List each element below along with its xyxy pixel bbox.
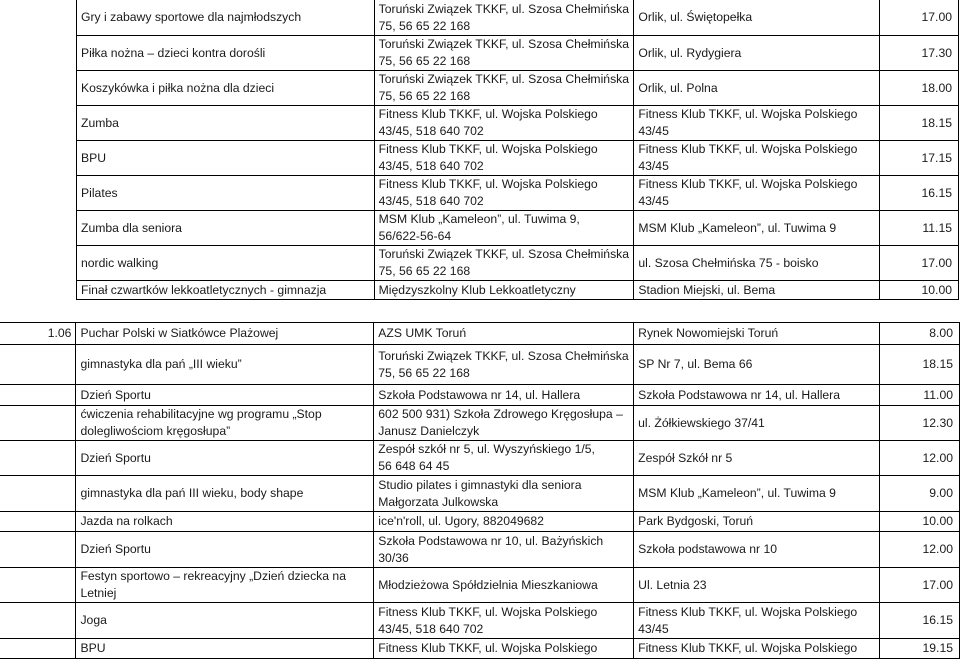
table-row — [0, 568, 960, 603]
date-cell-empty — [0, 639, 76, 659]
time-cell: 8.00 — [880, 323, 960, 345]
organizer-cell: Młodzieżowa Spółdzielnia Mieszkaniowa — [374, 568, 634, 603]
activity-cell: Gry i zabawy sportowe dla najmłodszych — [77, 0, 375, 36]
date-cell-empty — [0, 532, 76, 568]
place-cell: Stadion Miejski, ul. Bema — [634, 281, 880, 300]
place-cell: Szkoła Podstawowa nr 14, ul. Hallera — [634, 385, 880, 406]
activity-cell: Puchar Polski w Siatkówce Plażowej — [76, 323, 374, 345]
organizer-cell: Toruński Związek TKKF, ul. Szosa Chełmińska 75, 56 65 22 168 — [374, 71, 634, 106]
table-row — [77, 36, 959, 71]
time-cell: 17.30 — [880, 36, 959, 71]
time-cell: 11.00 — [880, 385, 960, 406]
date-cell-empty — [0, 441, 76, 476]
place-cell: Fitness Klub TKKF, ul. Wojska Polskiego 43/45 — [634, 603, 880, 639]
place-cell: Fitness Klub TKKF, ul. Wojska Polskiego 43/45 — [634, 176, 880, 211]
time-cell: 10.00 — [880, 512, 960, 532]
time-cell: 19.15 — [880, 639, 960, 659]
organizer-cell: Szkoła Podstawowa nr 10, ul. Bażyńskich 30/36 — [374, 532, 634, 568]
table-row — [77, 281, 959, 300]
activity-cell: Festyn sportowo – rekreacyjny „Dzień dziecka na Letniej — [76, 568, 374, 603]
place-cell: Zespół Szkół nr 5 — [634, 441, 880, 476]
place-cell: Ul. Letnia 23 — [634, 568, 880, 603]
organizer-cell: ice'n'roll, ul. Ugory, 882049682 — [374, 512, 634, 532]
time-cell: 18.15 — [880, 345, 960, 385]
organizer-cell: Toruński Związek TKKF, ul. Szosa Chełmińska 75, 56 65 22 168 — [374, 0, 634, 36]
place-cell: Fitness Klub TKKF, ul. Wojska Polskiego — [634, 639, 880, 659]
table-row — [0, 603, 960, 639]
table-row — [77, 141, 959, 176]
date-cell: 1.06 — [0, 323, 76, 345]
activity-cell: Finał czwartków lekkoatletycznych - gimnazja — [77, 281, 375, 300]
table-row — [0, 323, 960, 345]
table-row — [77, 246, 959, 281]
activity-cell: gimnastyka dla pań III wieku, body shape — [76, 476, 374, 512]
date-cell-empty — [0, 512, 76, 532]
organizer-cell: Fitness Klub TKKF, ul. Wojska Polskiego 43/45, 518 640 702 — [374, 176, 634, 211]
schedule-table-1 — [76, 0, 959, 300]
organizer-cell: Toruński Związek TKKF, ul. Szosa Chełmińska 75, 56 65 22 168 — [374, 246, 634, 281]
activity-cell: BPU — [77, 141, 375, 176]
time-cell: 17.00 — [880, 568, 960, 603]
activity-cell: Zumba — [77, 106, 375, 141]
organizer-cell: AZS UMK Toruń — [374, 323, 634, 345]
time-cell: 12.30 — [880, 406, 960, 441]
schedule-table-2 — [0, 322, 960, 659]
activity-cell: Piłka nożna – dzieci kontra dorośli — [77, 36, 375, 71]
date-cell-empty — [0, 406, 76, 441]
time-cell: 18.15 — [880, 106, 959, 141]
place-cell: SP Nr 7, ul. Bema 66 — [634, 345, 880, 385]
activity-cell: Jazda na rolkach — [76, 512, 374, 532]
organizer-cell: 602 500 931) Szkoła Zdrowego Kręgosłupa – Janusz Danielczyk — [374, 406, 634, 441]
time-cell: 12.00 — [880, 532, 960, 568]
table-row — [0, 406, 960, 441]
activity-cell: Koszykówka i piłka nożna dla dzieci — [77, 71, 375, 106]
place-cell: ul. Szosa Chełmińska 75 - boisko — [634, 246, 880, 281]
table-row — [77, 71, 959, 106]
table-row — [0, 532, 960, 568]
table-row — [0, 512, 960, 532]
activity-cell: nordic walking — [77, 246, 375, 281]
organizer-cell: Szkoła Podstawowa nr 14, ul. Hallera — [374, 385, 634, 406]
place-cell: Park Bydgoski, Toruń — [634, 512, 880, 532]
date-cell-empty — [0, 603, 76, 639]
activity-cell: ćwiczenia rehabilitacyjne wg programu „Stop dolegliwościom kręgosłupa” — [76, 406, 374, 441]
organizer-cell: MSM Klub „Kameleon”, ul. Tuwima 9, 56/622-56-64 — [374, 211, 634, 246]
date-cell-empty — [0, 476, 76, 512]
table-row — [0, 639, 960, 659]
time-cell: 11.15 — [880, 211, 959, 246]
place-cell: Orlik, ul. Świętopełka — [634, 0, 880, 36]
table-row — [0, 385, 960, 406]
date-cell-empty — [0, 345, 76, 385]
time-cell: 17.15 — [880, 141, 959, 176]
time-cell: 10.00 — [880, 281, 959, 300]
place-cell: MSM Klub „Kameleon”, ul. Tuwima 9 — [634, 211, 880, 246]
organizer-cell: Fitness Klub TKKF, ul. Wojska Polskiego — [374, 639, 634, 659]
activity-cell: Dzień Sportu — [76, 441, 374, 476]
place-cell: Orlik, ul. Rydygiera — [634, 36, 880, 71]
activity-cell: BPU — [76, 639, 374, 659]
activity-cell: Joga — [76, 603, 374, 639]
organizer-cell: Studio pilates i gimnastyki dla seniora Małgorzata Julkowska — [374, 476, 634, 512]
time-cell: 17.00 — [880, 0, 959, 36]
organizer-cell: Fitness Klub TKKF, ul. Wojska Polskiego 43/45, 518 640 702 — [374, 603, 634, 639]
activity-cell: Pilates — [77, 176, 375, 211]
time-cell: 16.15 — [880, 603, 960, 639]
organizer-cell: Toruński Związek TKKF, ul. Szosa Chełmińska 75, 56 65 22 168 — [374, 345, 634, 385]
date-cell-empty — [0, 568, 76, 603]
activity-cell: Dzień Sportu — [76, 385, 374, 406]
organizer-cell: Międzyszkolny Klub Lekkoatletyczny — [374, 281, 634, 300]
table-row — [77, 176, 959, 211]
place-cell: Fitness Klub TKKF, ul. Wojska Polskiego 43/45 — [634, 141, 880, 176]
place-cell: MSM Klub „Kameleon”, ul. Tuwima 9 — [634, 476, 880, 512]
table-row — [77, 211, 959, 246]
time-cell: 12.00 — [880, 441, 960, 476]
table-row — [77, 106, 959, 141]
table-row — [0, 441, 960, 476]
organizer-cell: Fitness Klub TKKF, ul. Wojska Polskiego 43/45, 518 640 702 — [374, 106, 634, 141]
activity-cell: gimnastyka dla pań „III wieku” — [76, 345, 374, 385]
table-row — [77, 0, 959, 36]
table-row — [0, 345, 960, 385]
place-cell: Fitness Klub TKKF, ul. Wojska Polskiego 43/45 — [634, 106, 880, 141]
organizer-cell: Fitness Klub TKKF, ul. Wojska Polskiego 43/45, 518 640 702 — [374, 141, 634, 176]
time-cell: 9.00 — [880, 476, 960, 512]
date-cell-empty — [0, 385, 76, 406]
time-cell: 18.00 — [880, 71, 959, 106]
time-cell: 16.15 — [880, 176, 959, 211]
place-cell: Szkoła podstawowa nr 10 — [634, 532, 880, 568]
organizer-cell: Zespół szkół nr 5, ul. Wyszyńskiego 1/5, 56 648 64 45 — [374, 441, 634, 476]
time-cell: 17.00 — [880, 246, 959, 281]
place-cell: Rynek Nowomiejski Toruń — [634, 323, 880, 345]
activity-cell: Zumba dla seniora — [77, 211, 375, 246]
activity-cell: Dzień Sportu — [76, 532, 374, 568]
table-row — [0, 476, 960, 512]
place-cell: Orlik, ul. Polna — [634, 71, 880, 106]
organizer-cell: Toruński Związek TKKF, ul. Szosa Chełmińska 75, 56 65 22 168 — [374, 36, 634, 71]
place-cell: ul. Żółkiewskiego 37/41 — [634, 406, 880, 441]
